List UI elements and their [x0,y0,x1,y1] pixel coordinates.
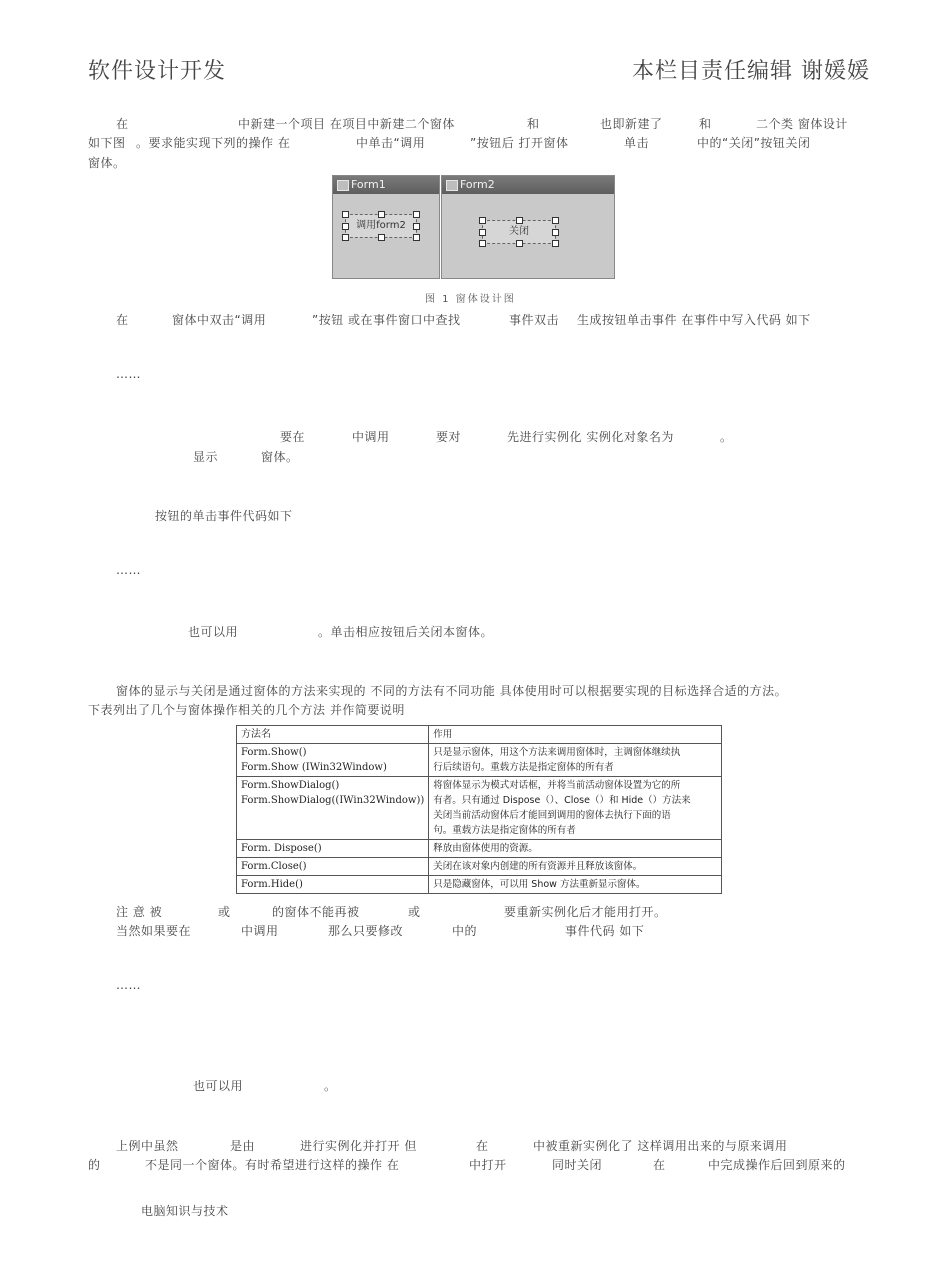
para5-text: 也可以用 [188,625,239,639]
window-icon [446,180,458,191]
method-name: Form.ShowDialog((IWin32Window)) [241,795,425,806]
para8-text: 当然如果要在 [116,924,192,938]
section-title: 软件设计开发 [88,59,227,84]
method-name: Form.ShowDialog() [241,780,340,791]
para1-text: 。要求能实现下列的操作 在 [136,136,291,150]
para10-text: 在 [653,1158,666,1172]
para1-text: 二个类 窗体设计 [756,117,848,131]
method-desc: 关闭当前活动窗体后才能回到调用的窗体去执行下面的语 [433,810,671,821]
method-name: Form.Hide() [237,876,429,894]
method-desc: 关闭在该对象内创建的所有资源并且释放该窗体。 [429,858,722,876]
para7-text: 的窗体不能再被 [272,905,360,919]
methods-table [236,725,722,894]
para1-text: 窗体。 [88,156,126,170]
editor-credit: 本栏目责任编辑 谢媛媛 [632,59,870,84]
para3-text: 。 [720,430,733,444]
para4-text: 按钮的单击事件代码如下 [155,509,293,523]
para6-text: 窗体的显示与关闭是通过窗体的方法来实现的 不同的方法有不同功能 具体使用时可以根据要实现的目标选择合适的方法。 [116,684,788,698]
para8-text: 事件代码 如下 [565,924,645,938]
para10-text: 进行实例化并打开 但 [300,1139,417,1153]
para1-text: 和 [699,117,712,131]
footer-journal-name: 电脑知识与技术 [141,1204,229,1218]
para8-text: 那么只要修改 [328,924,404,938]
method-desc: 将窗体显示为模式对话框，并将当前活动窗体设置为它的所 [433,780,681,791]
form1-titlebar [333,176,439,194]
ellipsis: …… [116,367,141,381]
table-row [237,777,722,840]
para6-text: 下表列出了几个与窗体操作相关的几个方法 并作简要说明 [88,703,405,717]
table-header: 方法名 [237,726,429,744]
para1-text: 中新建一个项目 在项目中新建二个窗体 [238,117,455,131]
para10-text: 是由 [230,1139,256,1153]
table-row [237,876,722,894]
method-name: Form.Show() [241,747,307,758]
para3-text: 要在 [280,430,306,444]
para9-text: 。 [324,1079,337,1093]
para2-text: 窗体中双击“调用 [172,313,267,327]
para1-text: ”按钮后 打开窗体 [470,136,569,150]
figure-caption: 图 1 窗体设计图 [425,294,516,305]
ellipsis: …… [116,978,141,992]
table-header-row [237,726,722,744]
form1-title: Form1 [351,178,386,191]
para7-text: 注 意 被 [116,905,163,919]
table-row [237,840,722,858]
para10-text: 中打开 [469,1158,507,1172]
para3-text: 中调用 [352,430,390,444]
para2-text: 事件双击 [509,313,560,327]
para2-text: 在 [116,313,129,327]
para1-text: 单击 [624,136,650,150]
para10-text: 同时关闭 [552,1158,603,1172]
ellipsis: …… [116,563,141,577]
method-name: Form. Dispose() [237,840,429,858]
table-row [237,858,722,876]
para1-text: 中单击“调用 [356,136,426,150]
para8-text: 中的 [452,924,478,938]
para2-text: ”按钮 或在事件窗口中查找 [312,313,461,327]
para10-text: 在 [476,1139,489,1153]
method-name: Form.Show (IWin32Window) [241,762,387,773]
para7-text: 要重新实例化后才能用打开。 [504,905,667,919]
para1-text: 中的“关闭”按钮关闭 [697,136,811,150]
window-icon [337,180,349,191]
para3-text: 先进行实例化 实例化对象名为 [507,430,674,444]
para1-text: 也即新建了 [600,117,663,131]
method-desc: 释放由窗体使用的资源。 [429,840,722,858]
call-form2-button: 调用form2 [345,214,417,238]
para9-text: 也可以用 [193,1079,244,1093]
method-desc: 行后续语句。重载方法是指定窗体的所有者 [433,762,614,773]
para10-text: 不是同一个窗体。有时希望进行这样的操作 在 [145,1158,400,1172]
method-desc: 只是显示窗体，用这个方法来调用窗体时，主调窗体继续执 [433,747,681,758]
para3-text: 显示 [193,450,219,464]
form2-title: Form2 [460,178,495,191]
para3-text: 要对 [436,430,462,444]
para1-text: 如下图 [88,136,126,150]
para7-text: 或 [218,905,231,919]
para10-text: 上例中虽然 [116,1139,179,1153]
method-desc: 只是隐藏窗体，可以用 Show 方法重新显示窗体。 [429,876,722,894]
para1-text: 和 [527,117,540,131]
form2-titlebar [442,176,614,194]
table-row [237,744,722,777]
table-header: 作用 [429,726,722,744]
form1-window [332,175,440,279]
para7-text: 或 [408,905,421,919]
method-desc: 句。重载方法是指定窗体的所有者 [433,825,576,836]
close-button: 关闭 [482,220,556,244]
para8-text: 中调用 [241,924,279,938]
form2-window [441,175,615,279]
para3-text: 窗体。 [261,450,299,464]
method-desc: 有者。只有通过 Dispose（）、Close（）和 Hide（）方法来 [433,795,691,806]
para2-text: 生成按钮单击事件 在事件中写入代码 如下 [577,313,811,327]
para5-text: 。单击相应按钮后关闭本窗体。 [318,625,494,639]
para10-text: 中被重新实例化了 这样调用出来的与原来调用 [533,1139,788,1153]
para1-text: 在 [116,117,129,131]
para10-text: 的 [88,1158,101,1172]
method-name: Form.Close() [237,858,429,876]
para10-text: 中完成操作后回到原来的 [708,1158,846,1172]
